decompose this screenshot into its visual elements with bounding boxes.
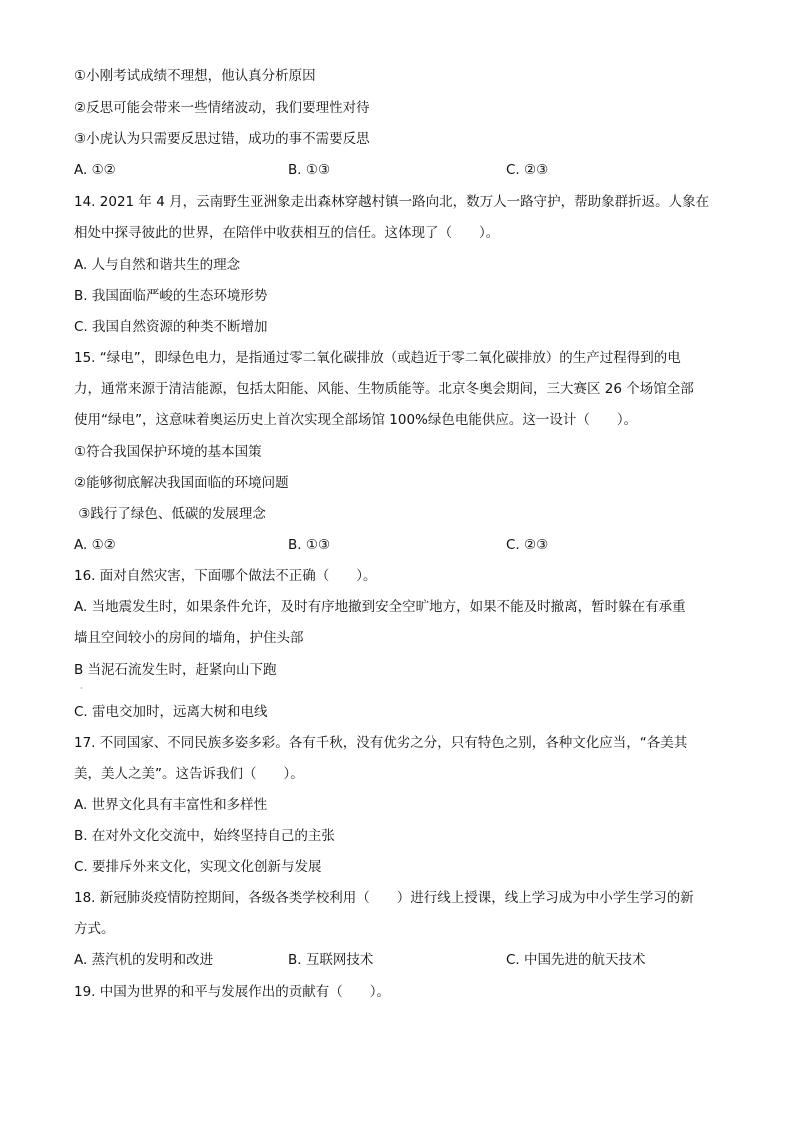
q18-option-c: C. 中国先进的航天技术 bbox=[506, 952, 646, 968]
q16-stem: 16. 面对自然灾害，下面哪个做法不正确（ ）。 bbox=[74, 568, 377, 584]
q15-statement-3: ③践行了绿色、低碳的发展理念 bbox=[74, 506, 266, 522]
q18-option-b: B. 互联网技术 bbox=[288, 952, 374, 968]
q13-statement-1: ①小刚考试成绩不理想，他认真分析原因 bbox=[74, 68, 316, 84]
q13-statement-2: ②反思可能会带来一些情绪波动，我们要理性对待 bbox=[74, 100, 370, 116]
q16-option-b: B 当泥石流发生时，赶紧向山下跑 bbox=[74, 662, 277, 678]
q17-option-c: C. 要排斥外来文化，实现文化创新与发展 bbox=[74, 859, 322, 875]
stray-dot-mark: · bbox=[80, 684, 83, 693]
q18-stem-line-1: 18. 新冠肺炎疫情防控期间，各级各类学校利用（ ）进行线上授课，线上学习成为中小学生学习的新 bbox=[74, 890, 694, 906]
q15-stem-line-3: 使用“绿电”，这意味着奥运历史上首次实现全部场馆 100%绿色电能供应。这一设计（ ）。 bbox=[74, 412, 638, 428]
q17-option-b: B. 在对外文化交流中，始终坚持自己的主张 bbox=[74, 828, 335, 844]
q16-option-a-line-1: A. 当地震发生时，如果条件允许，及时有序地撤到安全空旷地方，如果不能及时撤离，暂时躲在有承重 bbox=[74, 599, 686, 615]
q14-option-b: B. 我国面临严峻的生态环境形势 bbox=[74, 288, 268, 304]
q17-stem-line-1: 17. 不同国家、不同民族多姿多彩。各有千秋，没有优劣之分，只有特色之别，各种文化应当，“各美其 bbox=[74, 735, 688, 751]
q18-option-a: A. 蒸汽机的发明和改进 bbox=[74, 952, 214, 968]
q15-option-a: A. ①② bbox=[74, 537, 116, 553]
q16-option-c: C. 雷电交加时，远离大树和电线 bbox=[74, 704, 268, 720]
q15-statement-2: ②能够彻底解决我国面临的环境问题 bbox=[74, 475, 289, 491]
q13-option-b: B. ①③ bbox=[288, 162, 331, 178]
q14-stem-line-2: 相处中探寻彼此的世界，在陪伴中收获相互的信任。这体现了（ ）。 bbox=[74, 225, 500, 241]
q16-option-a-line-2: 墙且空间较小的房间的墙角，护住头部 bbox=[74, 630, 304, 646]
q17-stem-line-2: 美，美人之美”。这告诉我们（ ）。 bbox=[74, 766, 304, 782]
q14-option-a: A. 人与自然和谐共生的理念 bbox=[74, 257, 241, 273]
q13-option-a: A. ①② bbox=[74, 162, 116, 178]
q15-stem-line-1: 15. “绿电”，即绿色电力，是指通过零二氧化碳排放（或趋近于零二氧化碳排放）的生产过程得到的电 bbox=[74, 350, 681, 366]
q15-statement-1: ①符合我国保护环境的基本国策 bbox=[74, 444, 262, 460]
q17-option-a: A. 世界文化具有丰富性和多样性 bbox=[74, 797, 268, 813]
q14-option-c: C. 我国自然资源的种类不断增加 bbox=[74, 319, 268, 335]
q14-stem-line-1: 14. 2021 年 4 月，云南野生亚洲象走出森林穿越村镇一路向北，数万人一路守护，帮助象群折返。人象在 bbox=[74, 194, 710, 210]
q15-option-b: B. ①③ bbox=[288, 537, 331, 553]
q18-stem-line-2: 方式。 bbox=[74, 921, 115, 937]
q13-option-c: C. ②③ bbox=[506, 162, 549, 178]
q13-statement-3: ③小虎认为只需要反思过错，成功的事不需要反思 bbox=[74, 131, 370, 147]
q15-stem-line-2: 力，通常来源于清洁能源，包括太阳能、风能、生物质能等。北京冬奥会期间，三大赛区 26 个场馆全部 bbox=[74, 381, 694, 397]
q19-stem: 19. 中国为世界的和平与发展作出的贡献有（ ）。 bbox=[74, 984, 391, 1000]
q15-option-c: C. ②③ bbox=[506, 537, 549, 553]
